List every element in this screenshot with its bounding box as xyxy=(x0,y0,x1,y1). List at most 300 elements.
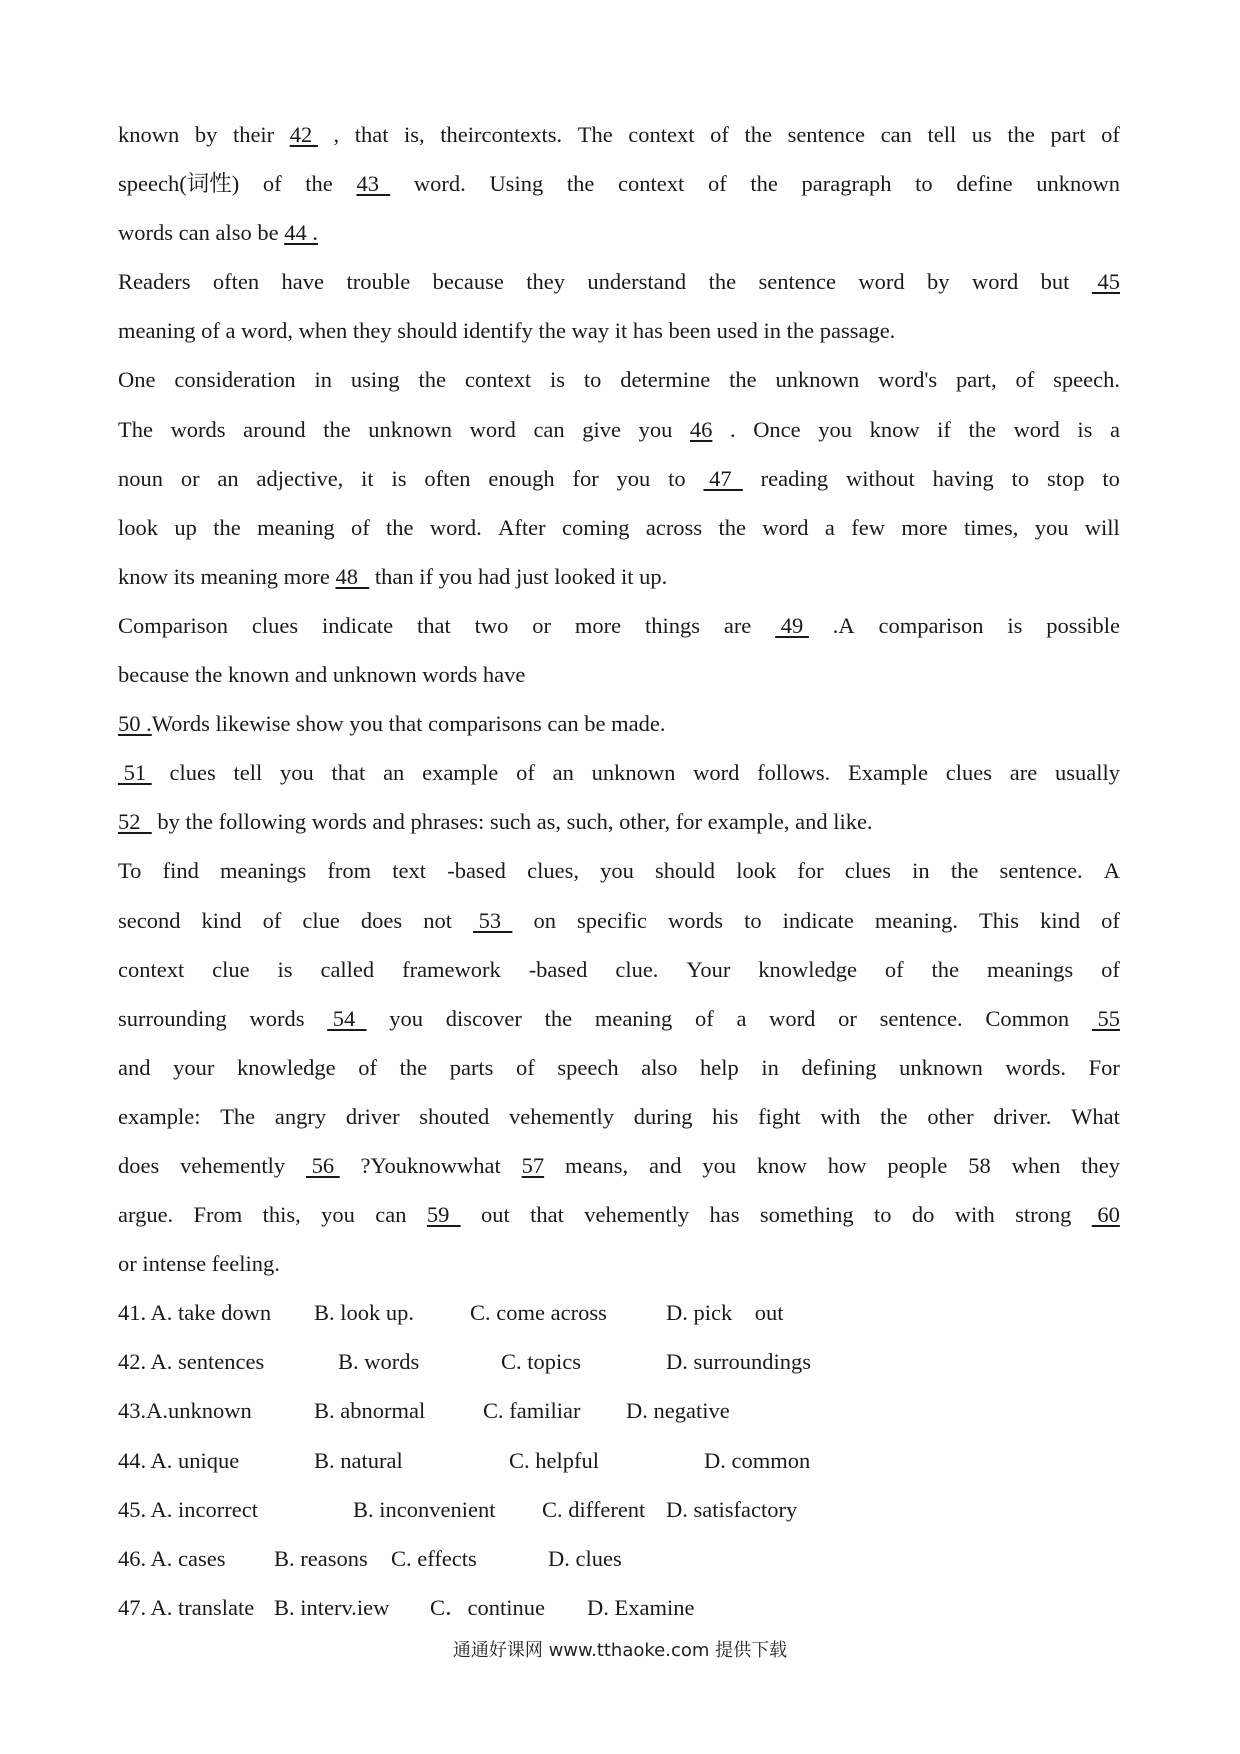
word: because xyxy=(432,269,504,295)
word: The xyxy=(577,122,613,147)
text-run: because the known and unknown words have xyxy=(118,662,526,688)
word: do xyxy=(911,1202,935,1228)
blank-number: 56 xyxy=(305,1152,340,1178)
word: by xyxy=(194,122,218,147)
word: word. xyxy=(429,514,482,540)
passage-line xyxy=(118,601,1120,650)
option-a: 41. A. take down xyxy=(118,1300,272,1326)
text-run: words can also be xyxy=(118,220,285,246)
word: example xyxy=(422,760,499,786)
word: theircontexts. xyxy=(440,122,563,147)
word: specific xyxy=(577,907,647,933)
word: you xyxy=(280,760,314,786)
blank-number: 57 xyxy=(521,1152,545,1178)
word: up xyxy=(174,514,197,540)
word: part, xyxy=(956,367,997,393)
word: word xyxy=(469,416,516,442)
passage-line xyxy=(118,159,1120,208)
word: parts xyxy=(449,1054,494,1080)
word: Comparison xyxy=(118,612,228,638)
word: part xyxy=(1050,122,1086,147)
word: that xyxy=(331,760,366,786)
passage-line xyxy=(118,1043,1120,1092)
word: word xyxy=(762,514,809,540)
word: of xyxy=(1101,907,1120,933)
word: context xyxy=(618,171,685,197)
word: the xyxy=(931,956,960,982)
word: a xyxy=(824,514,835,540)
word: trouble xyxy=(346,269,411,295)
word: word. xyxy=(413,171,466,197)
option-c: C. different xyxy=(542,1496,646,1522)
word: the xyxy=(880,1103,908,1129)
word: for xyxy=(572,465,599,491)
word: the xyxy=(566,171,595,197)
word: of xyxy=(710,122,729,147)
option-a: 43.A.unknown xyxy=(118,1398,252,1424)
word: words xyxy=(668,907,724,933)
word: the xyxy=(305,171,333,197)
word: determine xyxy=(620,367,711,393)
word: in xyxy=(761,1054,779,1080)
word: known xyxy=(118,122,180,147)
passage-line xyxy=(118,552,1120,601)
passage-line xyxy=(118,1239,1120,1288)
passage-line xyxy=(118,699,1120,748)
word: word xyxy=(1013,416,1060,442)
word: clues xyxy=(945,760,992,786)
blank-number: 50 . xyxy=(118,711,152,737)
word: has xyxy=(709,1202,740,1228)
word: sentence xyxy=(787,122,866,147)
word: Common xyxy=(985,1005,1070,1031)
word: us xyxy=(971,122,992,147)
word: sentence. xyxy=(879,1005,963,1031)
word: the xyxy=(399,1054,428,1080)
word: word xyxy=(971,269,1019,295)
word: know xyxy=(869,416,920,442)
word: you xyxy=(818,416,852,442)
word: of xyxy=(262,907,282,933)
option-d: D. satisfactory xyxy=(666,1496,798,1522)
option-d: D. surroundings xyxy=(666,1349,811,1375)
passage-line xyxy=(118,846,1120,895)
word: One xyxy=(118,367,156,393)
word: framework xyxy=(402,956,501,982)
text-run: by the following words and phrases: such as, such, other, for example, and like. xyxy=(151,809,873,835)
word: speech(词性) xyxy=(118,171,240,197)
option-b: B. reasons xyxy=(274,1545,368,1571)
word: will xyxy=(1084,514,1120,540)
word: should xyxy=(655,858,716,884)
word: you xyxy=(389,1005,423,1031)
option-c: C. helpful xyxy=(509,1447,599,1473)
word: of xyxy=(707,171,727,197)
word: without xyxy=(845,465,915,491)
word: on xyxy=(533,907,556,933)
word: unknown xyxy=(591,760,676,786)
word: out xyxy=(480,1202,510,1228)
word: this, xyxy=(262,1202,301,1228)
option-c: C. familiar xyxy=(483,1398,581,1424)
blank-number: 43 xyxy=(356,171,391,197)
word: an xyxy=(383,760,405,786)
word: you xyxy=(600,858,634,884)
word: knowledge xyxy=(236,1054,336,1080)
word: his xyxy=(712,1103,739,1129)
word: unknown xyxy=(368,416,453,442)
word: clue. xyxy=(615,956,659,982)
option-a: 42. A. sentences xyxy=(118,1349,265,1375)
word: times, xyxy=(963,514,1019,540)
word: they xyxy=(1081,1152,1120,1178)
word: few xyxy=(851,514,885,540)
blank-number: 51 xyxy=(118,760,152,786)
word: the xyxy=(1007,122,1035,147)
word: is xyxy=(1077,416,1093,442)
blank-number: 52 xyxy=(118,809,152,835)
word: strong xyxy=(1015,1202,1072,1228)
word: but xyxy=(1040,269,1070,295)
word: if xyxy=(937,416,951,442)
passage-line xyxy=(118,306,1120,355)
word: clues xyxy=(844,858,891,884)
word: To xyxy=(118,858,142,884)
word: discover xyxy=(445,1005,522,1031)
option-c: C. topics xyxy=(501,1349,582,1375)
word: can xyxy=(375,1202,407,1228)
word: using xyxy=(350,367,400,393)
word: clues, xyxy=(527,858,579,884)
option-a: 47. A. translate xyxy=(118,1594,255,1620)
word: surrounding xyxy=(118,1005,227,1031)
word: consideration xyxy=(174,367,296,393)
blank-number: 47 xyxy=(703,465,743,491)
word: more xyxy=(901,514,948,540)
word: text xyxy=(392,858,427,884)
word: know xyxy=(756,1152,807,1178)
word: to xyxy=(1011,465,1030,491)
word: that xyxy=(530,1202,564,1228)
word: and xyxy=(118,1054,151,1080)
word: have xyxy=(281,269,325,295)
word: example: xyxy=(118,1103,201,1129)
word: how xyxy=(827,1152,867,1178)
word: clues xyxy=(251,612,299,638)
word: that xyxy=(354,122,389,147)
text-run: than if you had just looked it up. xyxy=(369,563,668,589)
word: word's xyxy=(878,367,938,393)
word: their xyxy=(232,122,275,147)
passage-line xyxy=(118,650,1120,699)
word: context xyxy=(464,367,532,393)
word: meaning. xyxy=(874,907,958,933)
word: vehemently xyxy=(509,1103,614,1129)
passage-line xyxy=(118,355,1120,404)
word: two xyxy=(474,612,509,638)
word: across xyxy=(645,514,703,540)
text-run: meaning of a word, when they should identify the way it has been used in the passage. xyxy=(118,318,896,344)
word: an xyxy=(552,760,574,786)
word: sentence xyxy=(758,269,836,295)
word: is xyxy=(1007,612,1023,638)
blank-number: 42 xyxy=(289,122,318,147)
word: does xyxy=(360,907,403,933)
word: -based xyxy=(447,858,506,884)
word: when xyxy=(1011,1152,1061,1178)
word: paragraph xyxy=(801,171,892,197)
text-run: know its meaning more xyxy=(118,563,336,589)
word: is xyxy=(277,956,293,982)
word: unknown xyxy=(775,367,860,393)
word: shouted xyxy=(419,1103,490,1129)
word: not xyxy=(423,907,452,933)
word: of xyxy=(884,956,904,982)
word: to xyxy=(583,367,602,393)
word: second xyxy=(118,907,181,933)
option-row xyxy=(118,1386,1120,1435)
word: to xyxy=(668,465,686,491)
word: A xyxy=(1103,858,1120,884)
word: context xyxy=(628,122,695,147)
option-a: 44. A. unique xyxy=(118,1447,240,1473)
word: often xyxy=(424,465,471,491)
text-run: or intense feeling. xyxy=(118,1251,280,1277)
word: also xyxy=(641,1054,678,1080)
word: meaning xyxy=(594,1005,673,1031)
word: of xyxy=(516,760,535,786)
word: word xyxy=(769,1005,816,1031)
word: word xyxy=(693,760,740,786)
passage-line xyxy=(118,994,1120,1043)
word: kind xyxy=(1040,907,1081,933)
word: defining xyxy=(801,1054,877,1080)
options-list xyxy=(118,1288,1120,1632)
passage-line xyxy=(118,748,1120,797)
word: , xyxy=(333,122,340,147)
option-d: D. clues xyxy=(548,1545,622,1571)
passage-line xyxy=(118,1092,1120,1141)
word: people xyxy=(887,1152,948,1178)
word: the xyxy=(418,367,446,393)
word: look xyxy=(118,514,159,540)
blank-number: 60 xyxy=(1091,1202,1120,1228)
word: coming xyxy=(561,514,630,540)
word: an xyxy=(217,465,239,491)
option-row xyxy=(118,1436,1120,1485)
word: is xyxy=(549,367,565,393)
word: Once xyxy=(753,416,801,442)
word: tell xyxy=(233,760,263,786)
word: from xyxy=(327,858,372,884)
word: of xyxy=(1101,956,1120,982)
passage-line xyxy=(118,208,1120,257)
word: -based xyxy=(528,956,588,982)
word: in xyxy=(912,858,930,884)
word: or xyxy=(532,612,551,638)
word: the xyxy=(750,171,778,197)
word: speech xyxy=(557,1054,619,1080)
document-page xyxy=(118,110,1120,1632)
word: .A xyxy=(832,612,855,638)
word: by xyxy=(927,269,950,295)
word: vehemently xyxy=(584,1202,690,1228)
word: unknown xyxy=(899,1054,983,1080)
word: the xyxy=(729,367,757,393)
option-a: 45. A. incorrect xyxy=(118,1496,258,1522)
option-b: B. words xyxy=(338,1349,420,1375)
word: look xyxy=(736,858,777,884)
word: a xyxy=(736,1005,747,1031)
text-run: Words likewise show you that comparisons can be made. xyxy=(151,711,666,737)
option-d: D. negative xyxy=(626,1398,730,1424)
option-row xyxy=(118,1534,1120,1583)
passage-line xyxy=(118,454,1120,503)
word: of xyxy=(516,1054,535,1080)
word: vehemently xyxy=(180,1152,286,1178)
word: possible xyxy=(1046,612,1120,638)
word: help xyxy=(700,1054,739,1080)
word: you xyxy=(616,465,651,491)
word: the xyxy=(323,416,351,442)
passage-line xyxy=(118,896,1120,945)
word: means, xyxy=(564,1152,629,1178)
word: of xyxy=(350,514,370,540)
blank-number: 55 xyxy=(1091,1005,1120,1031)
word: What xyxy=(1071,1103,1120,1129)
word: does xyxy=(118,1152,160,1178)
word: for xyxy=(797,858,824,884)
word: the xyxy=(950,858,979,884)
option-b: B. look up. xyxy=(314,1300,415,1326)
word: things xyxy=(644,612,700,638)
word: to xyxy=(915,171,933,197)
blank-number: 59 xyxy=(426,1202,461,1228)
word: or xyxy=(838,1005,857,1031)
option-row xyxy=(118,1337,1120,1386)
word: driver. xyxy=(993,1103,1052,1129)
word: enough xyxy=(488,465,555,491)
blank-number: 48 xyxy=(335,563,370,589)
word: unknown xyxy=(1036,171,1120,197)
word: kind xyxy=(201,907,242,933)
option-row xyxy=(118,1288,1120,1337)
word: give xyxy=(582,416,621,442)
word: to xyxy=(874,1202,892,1228)
word: with xyxy=(820,1103,861,1129)
option-a: 46. A. cases xyxy=(118,1545,226,1571)
word: noun xyxy=(118,465,163,491)
word: comparison xyxy=(878,612,984,638)
word: you xyxy=(638,416,673,442)
word: clues xyxy=(169,760,216,786)
word: follows. xyxy=(757,760,831,786)
word: you xyxy=(321,1202,355,1228)
word: the xyxy=(718,514,746,540)
option-row xyxy=(118,1485,1120,1534)
word: with xyxy=(954,1202,995,1228)
word: of xyxy=(262,171,282,197)
option-d: D. common xyxy=(704,1447,811,1473)
passage-line xyxy=(118,257,1120,306)
option-c: C．continue xyxy=(430,1594,545,1620)
word: Example xyxy=(848,760,928,786)
word: you xyxy=(702,1152,737,1178)
option-d: D. Examine xyxy=(587,1594,695,1620)
word: that xyxy=(417,612,451,638)
word: clue xyxy=(212,956,250,982)
option-row xyxy=(118,1583,1120,1632)
word: words xyxy=(170,416,226,442)
word: This xyxy=(979,907,1020,933)
word: to xyxy=(744,907,762,933)
word: knowledge xyxy=(758,956,857,982)
word: indicate xyxy=(321,612,394,638)
word: meanings xyxy=(220,858,307,884)
option-b: B. inconvenient xyxy=(353,1496,496,1522)
option-d: D. pick out xyxy=(666,1300,784,1326)
word: of xyxy=(358,1054,378,1080)
word: ?Youknowwhat xyxy=(360,1152,501,1178)
word: the xyxy=(213,514,241,540)
word: . xyxy=(729,416,736,442)
word: or xyxy=(180,465,200,491)
blank-number: 49 xyxy=(775,612,809,638)
word: the xyxy=(708,269,737,295)
word: are xyxy=(1009,760,1038,786)
passage-line xyxy=(118,503,1120,552)
word: sentence. xyxy=(999,858,1083,884)
word: around xyxy=(243,416,306,442)
blank-number: 44 . xyxy=(284,220,318,246)
word: a xyxy=(1109,416,1120,442)
word: can xyxy=(880,122,912,147)
word: is, xyxy=(404,122,425,147)
option-c: C. effects xyxy=(391,1545,477,1571)
word: your xyxy=(173,1054,215,1080)
word: to xyxy=(1102,465,1120,491)
word: during xyxy=(633,1103,693,1129)
word: is xyxy=(391,465,407,491)
word: the xyxy=(386,514,414,540)
word: you xyxy=(1034,514,1069,540)
passage xyxy=(118,110,1120,1288)
word: words. xyxy=(1005,1054,1067,1080)
word: From xyxy=(193,1202,243,1228)
word: fight xyxy=(758,1103,801,1129)
word: words xyxy=(249,1005,305,1031)
footer-watermark: 通通好课网 www.tthaoke.com 提供下载 xyxy=(452,1640,788,1661)
word: Using xyxy=(489,171,544,197)
word: meaning xyxy=(257,514,335,540)
word: define xyxy=(956,171,1013,197)
option-b: B. abnormal xyxy=(314,1398,426,1424)
word: reading xyxy=(760,465,829,491)
word: tell xyxy=(927,122,957,147)
word: For xyxy=(1088,1054,1120,1080)
word: The xyxy=(118,416,153,442)
word: more xyxy=(574,612,622,638)
option-b: B. interv.iew xyxy=(274,1594,390,1620)
word: adjective, xyxy=(256,465,344,491)
word: stop xyxy=(1046,465,1085,491)
passage-line xyxy=(118,110,1120,159)
word: the xyxy=(544,1005,573,1031)
word: Readers xyxy=(118,269,191,295)
word: The xyxy=(220,1103,256,1129)
word: After xyxy=(498,514,546,540)
word: it xyxy=(361,465,374,491)
